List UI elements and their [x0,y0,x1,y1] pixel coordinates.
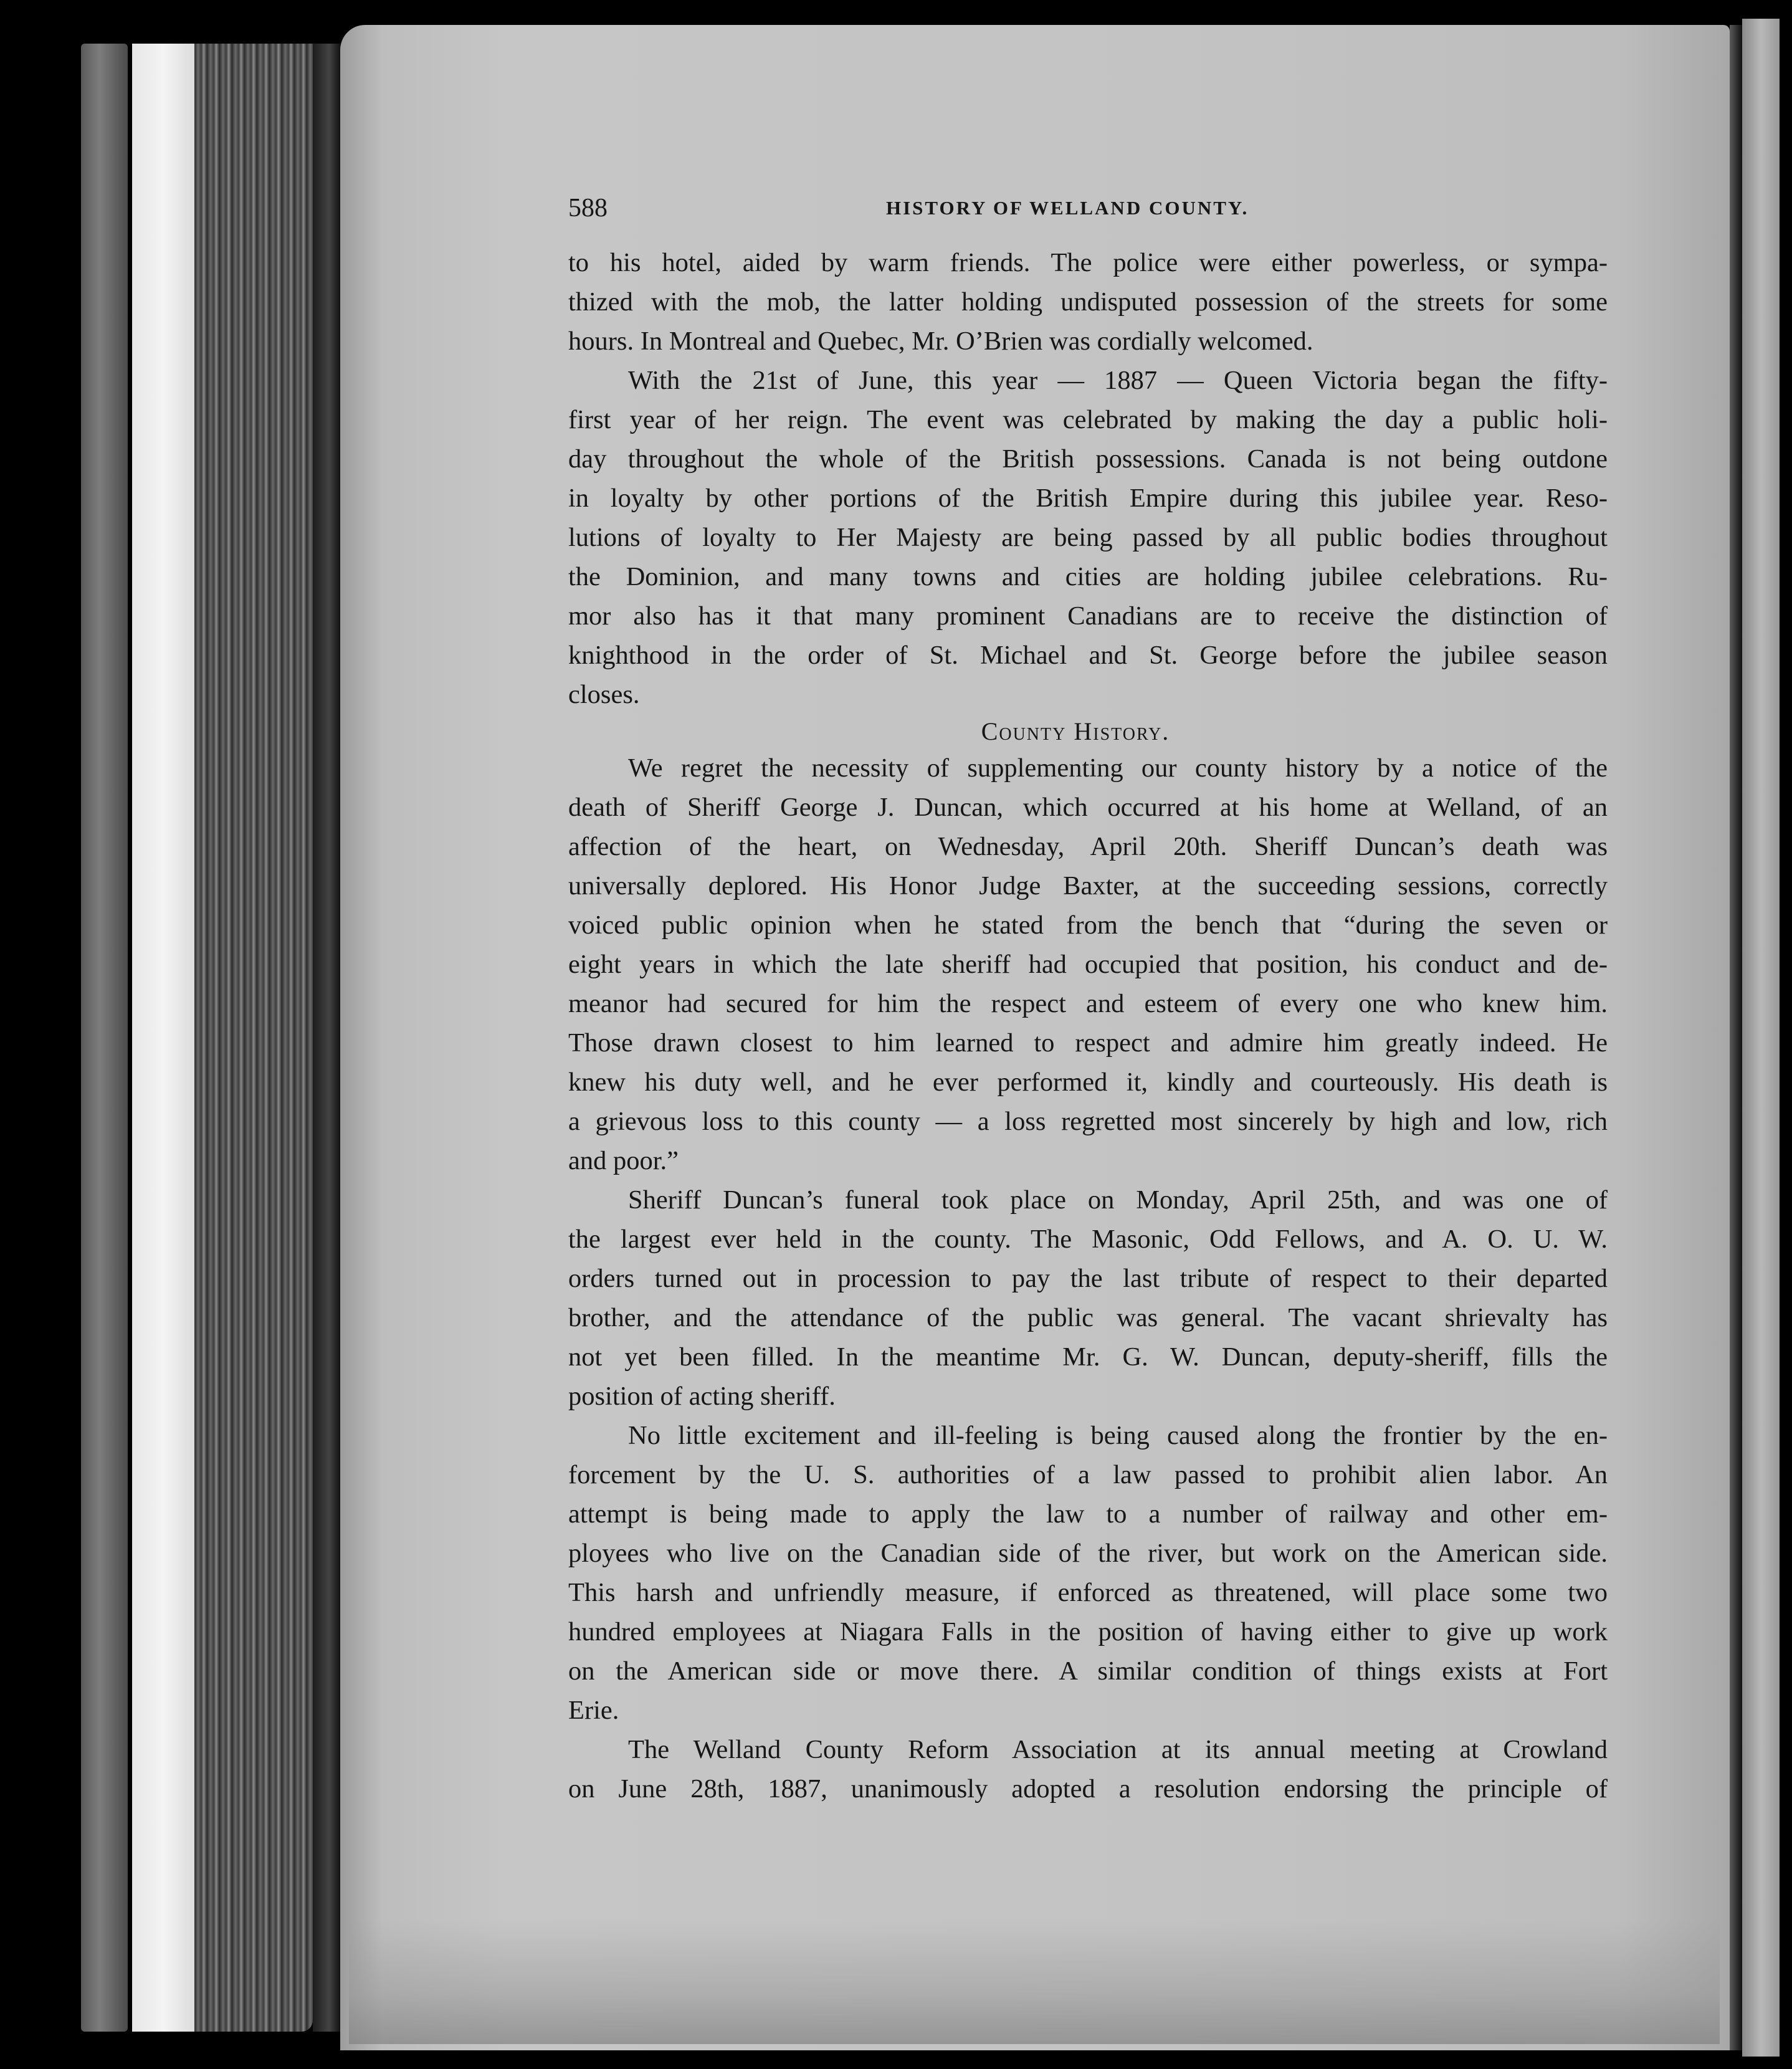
text-line: not yet been filled. In the meantime Mr. G. W. Duncan, deputy-sheriff, fills the [568,1342,1608,1372]
book-page-edges-stack [194,44,313,2032]
text-line: forcement by the U. S. authorities of a law passed to prohibit alien labor. An [568,1460,1608,1489]
text-line: thized with the mob, the latter holding undisputed possession of the streets for some [568,287,1608,317]
section-heading: County History. [981,717,1170,745]
text-line: day throughout the whole of the British possessions. Canada is not being outdone [568,444,1608,474]
text-line: ployees who live on the Canadian side of the river, but work on the American side. [568,1539,1608,1568]
paragraph [568,243,1608,361]
text-line: With the 21st of June, this year — 1887 — Queen Victoria began the fifty- [628,366,1608,395]
text-line: eight years in which the late sheriff had occupied that position, his conduct and de- [568,950,1608,979]
paragraph [568,1730,1608,1809]
section-paragraphs [568,748,1608,1809]
text-line: voiced public opinion when he stated from the bench that “during the seven or [568,910,1608,940]
text-line: attempt is being made to apply the law to a number of railway and other em- [568,1499,1608,1529]
page-bottom-shading [349,1919,1720,2044]
text-line: lutions of loyalty to Her Majesty are being passed by all public bodies throughout [568,523,1608,552]
running-head: HISTORY OF WELLAND COUNTY. [886,197,1249,219]
text-line: mor also has it that many prominent Canadians are to receive the distinction of [568,601,1608,631]
paragraph [568,1180,1608,1416]
page-header [568,187,1608,243]
text-line: No little excitement and ill-feeling is being caused along the frontier by the en- [628,1421,1608,1450]
text-line: orders turned out in procession to pay the last tribute of respect to their departed [568,1264,1608,1293]
text-line: hours. In Montreal and Quebec, Mr. O’Brien was cordially welcomed. [568,327,1313,356]
text-line: on the American side or move there. A similar condition of things exists at Fort [568,1656,1608,1686]
text-line: Those drawn closest to him learned to respect and admire him greatly indeed. He [568,1028,1608,1058]
text-line: first year of her reign. The event was celebrated by making the day a public holi- [568,405,1608,434]
paragraph [568,748,1608,1180]
text-line: universally deplored. His Honor Judge Baxter, at the succeeding sessions, correctly [568,871,1608,901]
text-line: Sheriff Duncan’s funeral took place on Monday, April 25th, and was one of [628,1185,1608,1215]
page-number: 588 [568,194,608,222]
text-line: brother, and the attendance of the public was general. The vacant shrievalty has [568,1303,1608,1332]
text-line: knew his duty well, and he ever performed it, kindly and courteously. His death is [568,1068,1608,1097]
text-line: the Dominion, and many towns and cities are holding jubilee celebrations. Ru- [568,562,1608,591]
book-cover-edge [81,44,128,2032]
text-line: in loyalty by other portions of the British Empire during this jubilee year. Reso- [568,484,1608,513]
book-gutter [313,44,340,2032]
text-line: to his hotel, aided by warm friends. The police were either powerless, or sympa- [568,248,1608,277]
text-line: We regret the necessity of supplementing our county history by a notice of the [628,753,1608,783]
text-line: affection of the heart, on Wednesday, April 20th. Sheriff Duncan’s death was [568,832,1608,861]
text-block [568,187,1608,1809]
text-line: hundred employees at Niagara Falls in the position of having either to give up work [568,1617,1608,1646]
text-line: position of acting sheriff. [568,1382,836,1411]
text-line: closes. [568,680,640,709]
book-page-edge-light [132,44,194,2032]
text-line: and poor.” [568,1146,679,1175]
text-line: a grievous loss to this county — a loss regretted most sincerely by high and low, rich [568,1107,1608,1136]
page-fold-shadow [1730,25,1742,2050]
text-line: the largest ever held in the county. The Masonic, Odd Fellows, and A. O. U. W. [568,1225,1608,1254]
text-line: meanor had secured for him the respect and esteem of every one who knew him. [568,989,1608,1018]
text-line: This harsh and unfriendly measure, if enforced as threatened, will place some two [568,1578,1608,1607]
adjacent-page-edge [1742,19,1780,2057]
text-line: Erie. [568,1696,619,1725]
text-line: knighthood in the order of St. Michael and St. George before the jubilee season [568,641,1608,670]
paragraph [568,1416,1608,1730]
text-line: on June 28th, 1887, unanimously adopted a resolution endorsing the principle of [568,1774,1608,1804]
text-line: death of Sheriff George J. Duncan, which occurred at his home at Welland, of an [568,793,1608,822]
intro-paragraphs [568,243,1608,714]
text-line: The Welland County Reform Association at its annual meeting at Crowland [628,1735,1608,1764]
paragraph [568,361,1608,714]
